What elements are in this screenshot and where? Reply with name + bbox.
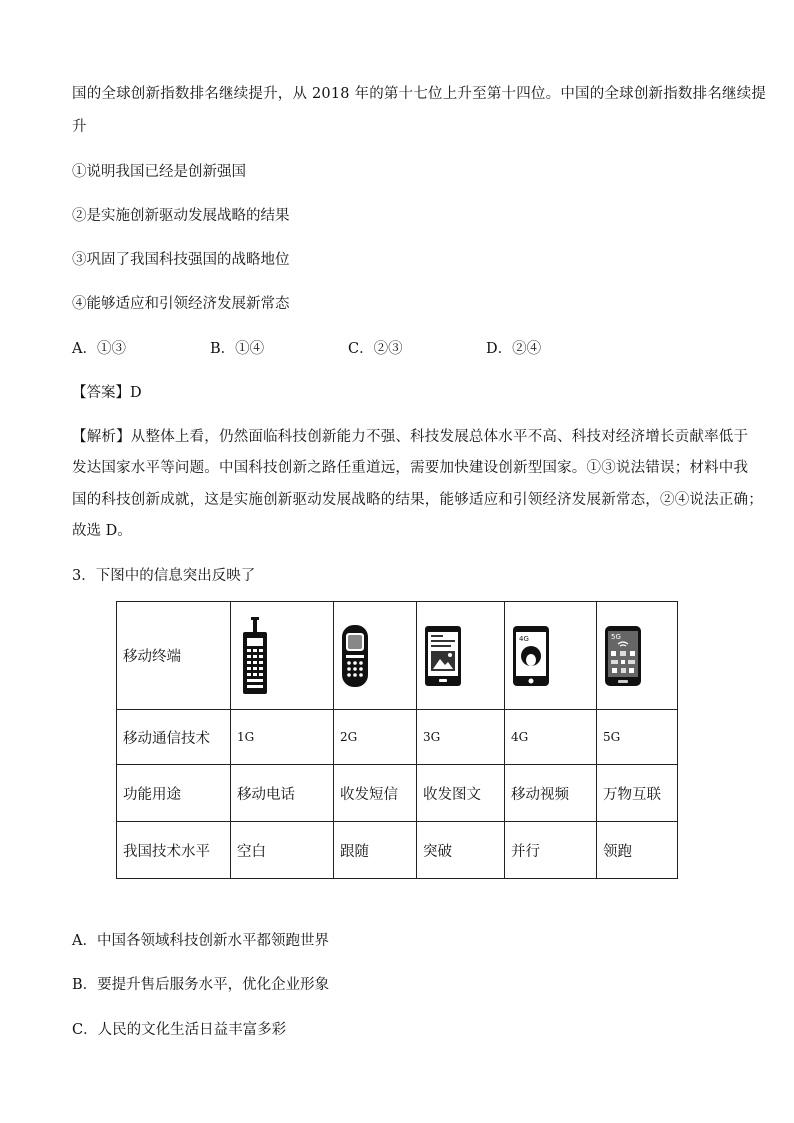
- terminal-3g-cell: [417, 602, 505, 710]
- brick-phone-icon: [237, 616, 277, 696]
- table-row: [117, 765, 678, 822]
- statement-1: ①说明我国已经是创新强国: [72, 164, 246, 180]
- use-cell: 收发图文: [417, 765, 505, 822]
- terminal-1g-cell: [231, 602, 334, 710]
- option-b: B．①④: [210, 341, 265, 357]
- level-cell: 并行: [505, 822, 597, 879]
- level-cell: 跟随: [334, 822, 417, 879]
- screen-label-5g: 5G: [611, 632, 621, 641]
- row-label-level: 我国技术水平: [117, 822, 231, 879]
- analysis-line-3: 国的科技创新成就，这是实施创新驱动发展战略的结果，能够适应和引领经济发展新常态，②④说法正确；: [72, 492, 763, 508]
- use-cell: 移动视频: [505, 765, 597, 822]
- intro-line-1: 国的全球创新指数排名继续提升，从 2018 年的第十七位上升至第十四位。中国的全球创新指数排名继续提: [72, 86, 767, 102]
- statement-4: ④能够适应和引领经济发展新常态: [72, 296, 290, 312]
- intro-line-2: 升: [72, 119, 87, 135]
- smartphone-4g-icon: [511, 624, 551, 688]
- screen-label-4g: 4G: [519, 634, 529, 643]
- use-cell: 收发短信: [334, 765, 417, 822]
- q3-option-b: B．要提升售后服务水平，优化企业形象: [72, 977, 330, 993]
- tech-cell: 1G: [231, 710, 334, 765]
- question-3: 3．下图中的信息突出反映了: [72, 568, 256, 584]
- option-d: D．②④: [486, 341, 542, 357]
- table-row: [117, 602, 678, 710]
- statement-3: ③巩固了我国科技强国的战略地位: [72, 252, 290, 268]
- row-label-terminal: 移动终端: [117, 602, 231, 710]
- use-cell: 移动电话: [231, 765, 334, 822]
- analysis-line-1: 【解析】从整体上看，仍然面临科技创新能力不强、科技发展总体水平不高、科技对经济增长贡献率低于: [72, 429, 749, 445]
- tech-cell: 2G: [334, 710, 417, 765]
- option-c: C．②③: [348, 341, 403, 357]
- statement-2: ②是实施创新驱动发展战略的结果: [72, 208, 290, 224]
- terminal-5g-cell: [597, 602, 678, 710]
- table-row: [117, 822, 678, 879]
- row-label-tech: 移动通信技术: [117, 710, 231, 765]
- terminal-4g-cell: [505, 602, 597, 710]
- level-cell: 突破: [417, 822, 505, 879]
- row-label-use: 功能用途: [117, 765, 231, 822]
- analysis-line-4: 故选 D。: [72, 523, 132, 539]
- mobile-generations-table: [116, 601, 678, 879]
- smartphone-3g-icon: [423, 624, 463, 688]
- level-cell: 领跑: [597, 822, 678, 879]
- smartphone-5g-icon: [603, 624, 643, 688]
- answer: 【答案】D: [72, 385, 142, 401]
- q3-option-c: C．人民的文化生活日益丰富多彩: [72, 1022, 287, 1038]
- tech-cell: 5G: [597, 710, 678, 765]
- flip-phone-icon: [340, 623, 370, 689]
- use-cell: 万物互联: [597, 765, 678, 822]
- option-a: A．①③: [72, 341, 126, 357]
- level-cell: 空白: [231, 822, 334, 879]
- tech-cell: 3G: [417, 710, 505, 765]
- q3-option-a: A．中国各领域科技创新水平都领跑世界: [72, 933, 329, 949]
- analysis-line-2: 发达国家水平等问题。中国科技创新之路任重道远，需要加快建设创新型国家。①③说法错误；材料中我: [72, 460, 749, 476]
- tech-cell: 4G: [505, 710, 597, 765]
- table-row: [117, 710, 678, 765]
- terminal-2g-cell: [334, 602, 417, 710]
